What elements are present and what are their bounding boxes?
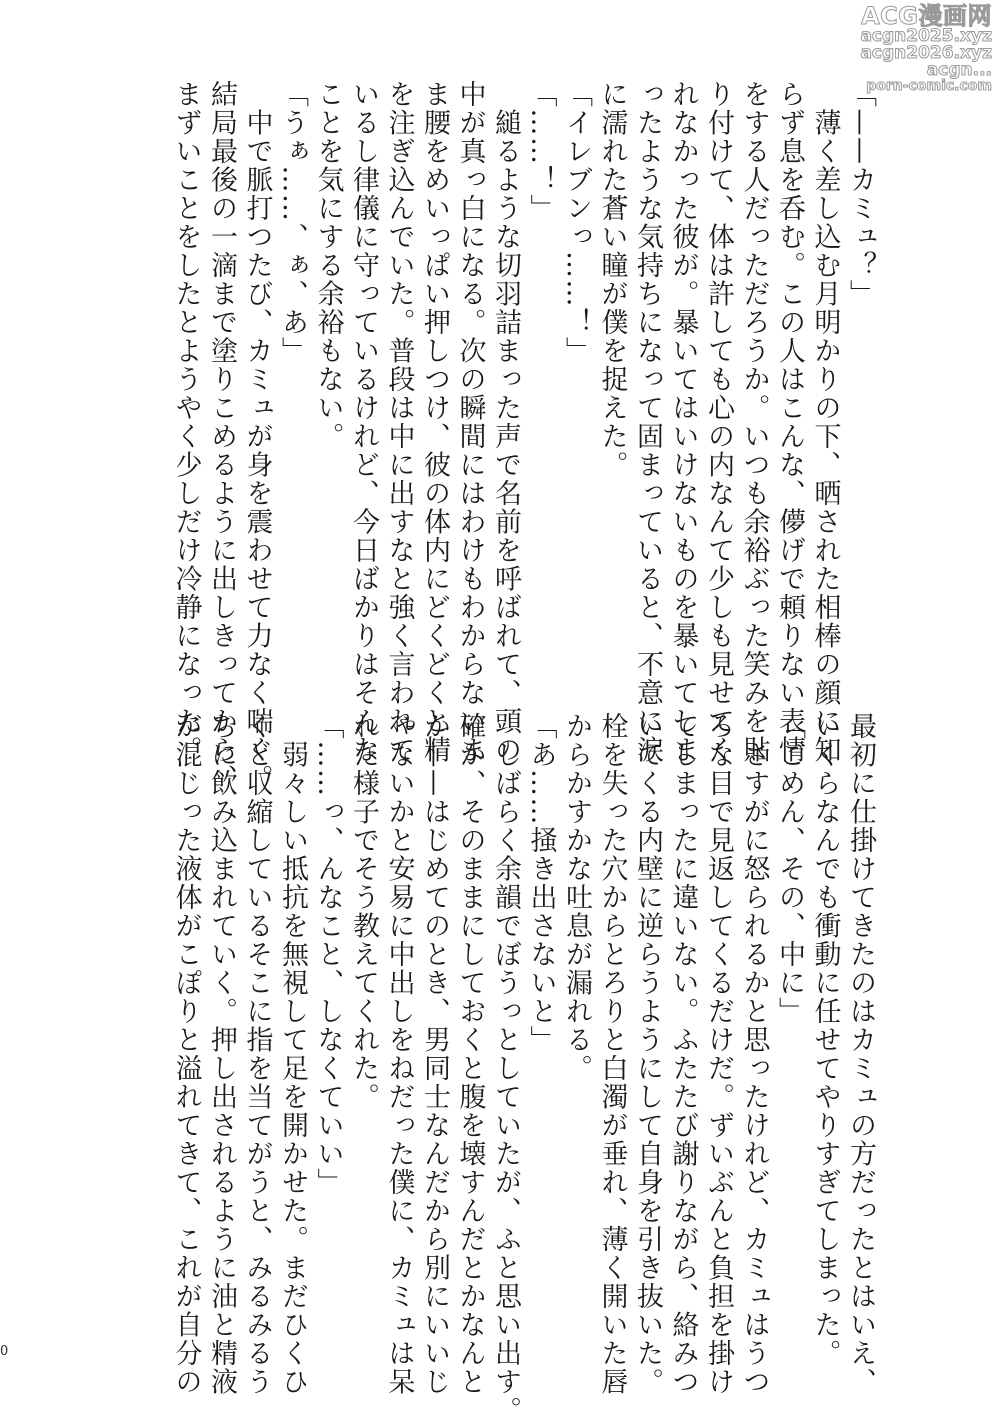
text-line: ちに飲み込まれていく。押し出されるように油と精液: [206, 712, 237, 1396]
text-line: いてくる内壁に逆らうようにして自身を引き抜いた。: [632, 712, 663, 1396]
text-line: くと収縮しているそこに指を当てがうと、みるみるう: [241, 712, 273, 1396]
text-line: 「……！」: [525, 80, 557, 223]
text-line: 「イレブンっ……！」: [561, 80, 592, 365]
text-line: か——はじめてのとき、男同士なんだから別にいいじ: [419, 712, 450, 1396]
text-line: 「あ……掻き出さないと」: [525, 712, 557, 1054]
text-line: 縋るような切羽詰まった声で名前を呼ばれて、頭の: [490, 80, 521, 764]
text-line: 「……っ、んなこと、しなくていい」: [312, 712, 344, 1197]
text-line: まずいことをしたとようやく少しだけ冷静になった。: [170, 80, 202, 764]
text-line: 確か、そのままにしておくと腹を壊すんだとかなんと: [454, 712, 486, 1396]
text-line: れなかった彼が。暴いてはいけないものを暴いてしま: [667, 80, 699, 764]
watermark-brand: ACG漫画网: [861, 2, 992, 30]
text-line: 「ごめん、その、中に」: [774, 712, 805, 1026]
text-line: 結局最後の一滴まで塗りこめるように出しきってから、: [206, 80, 237, 793]
text-line: が混じった液体がこぽりと溢れてきて、これが自分の: [170, 712, 202, 1396]
text-line: しばらく余韻でぼうっとしていたが、ふと思い出す。: [490, 712, 521, 1425]
text-line: ろな目で見返してくるだけだ。ずいぶんと負担を掛け: [703, 712, 734, 1396]
text-line: に濡れた蒼い瞳が僕を捉えた。: [596, 80, 628, 479]
text-line: 中で脈打つたび、カミュが身を震わせて力なく喘ぐ。: [241, 80, 273, 793]
text-line: 「——カミュ？」: [845, 80, 876, 308]
text-line: らず息を呑む。この人はこんな、儚げで頼りない表情: [774, 80, 805, 764]
page-number: 0: [0, 1344, 9, 1359]
text-line: さすがに怒られるかと思ったけれど、カミュはうつ: [738, 712, 770, 1396]
text-line: 弱々しい抵抗を無視して足を開かせた。まだひくひ: [277, 712, 308, 1396]
bottom-text-block: [168, 712, 878, 1425]
text-line: 最初に仕掛けてきたのはカミュの方だったとはいえ、: [845, 712, 876, 1396]
watermark-line: acgn...: [926, 60, 992, 80]
text-line: 栓を失った穴からとろりと白濁が垂れ、薄く開いた唇: [596, 712, 628, 1396]
text-line: を注ぎ込んでいた。普段は中に出すなと強く言われて: [383, 80, 415, 764]
watermark-line: acgn2025.xyz: [860, 26, 992, 46]
text-line: ゃないかと安易に中出しをねだった僕に、カミュは呆: [383, 712, 415, 1396]
top-text-block: [168, 80, 878, 793]
text-line: り付けて、体は許しても心の内なんて少しも見せてく: [703, 80, 734, 764]
text-line: 「うぁ……、ぁ、あ」: [277, 80, 308, 365]
text-line: からかすかな吐息が漏れる。: [561, 712, 592, 1083]
watermark-line: acgn2026.xyz: [860, 43, 992, 63]
text-line: をする人だっただろうか。いつも余裕ぶった笑みを貼: [738, 80, 770, 764]
text-line: ことを気にする余裕もない。: [312, 80, 344, 451]
text-line: れた様子でそう教えてくれた。: [348, 712, 379, 1111]
text-line: いるし律儀に守っているけれど、今日ばかりはそんな: [348, 80, 379, 764]
text-line: 薄く差し込む月明かりの下、晒された相棒の顔に知: [809, 80, 841, 764]
text-line: ま腰をめいっぱい押しつけ、彼の体内にどくどくと精: [419, 80, 450, 764]
text-line: 中が真っ白になる。次の瞬間にはわけもわからないま: [454, 80, 486, 764]
watermark-line: porn-comic.com: [866, 78, 992, 94]
text-line: てしまったに違いない。ふたたび謝りながら、絡みつ: [667, 712, 699, 1396]
text-line: ったような気持ちになって固まっていると、不意に涙: [632, 80, 663, 764]
text-line: いくらなんでも衝動に任せてやりすぎてしまった。: [809, 712, 841, 1368]
